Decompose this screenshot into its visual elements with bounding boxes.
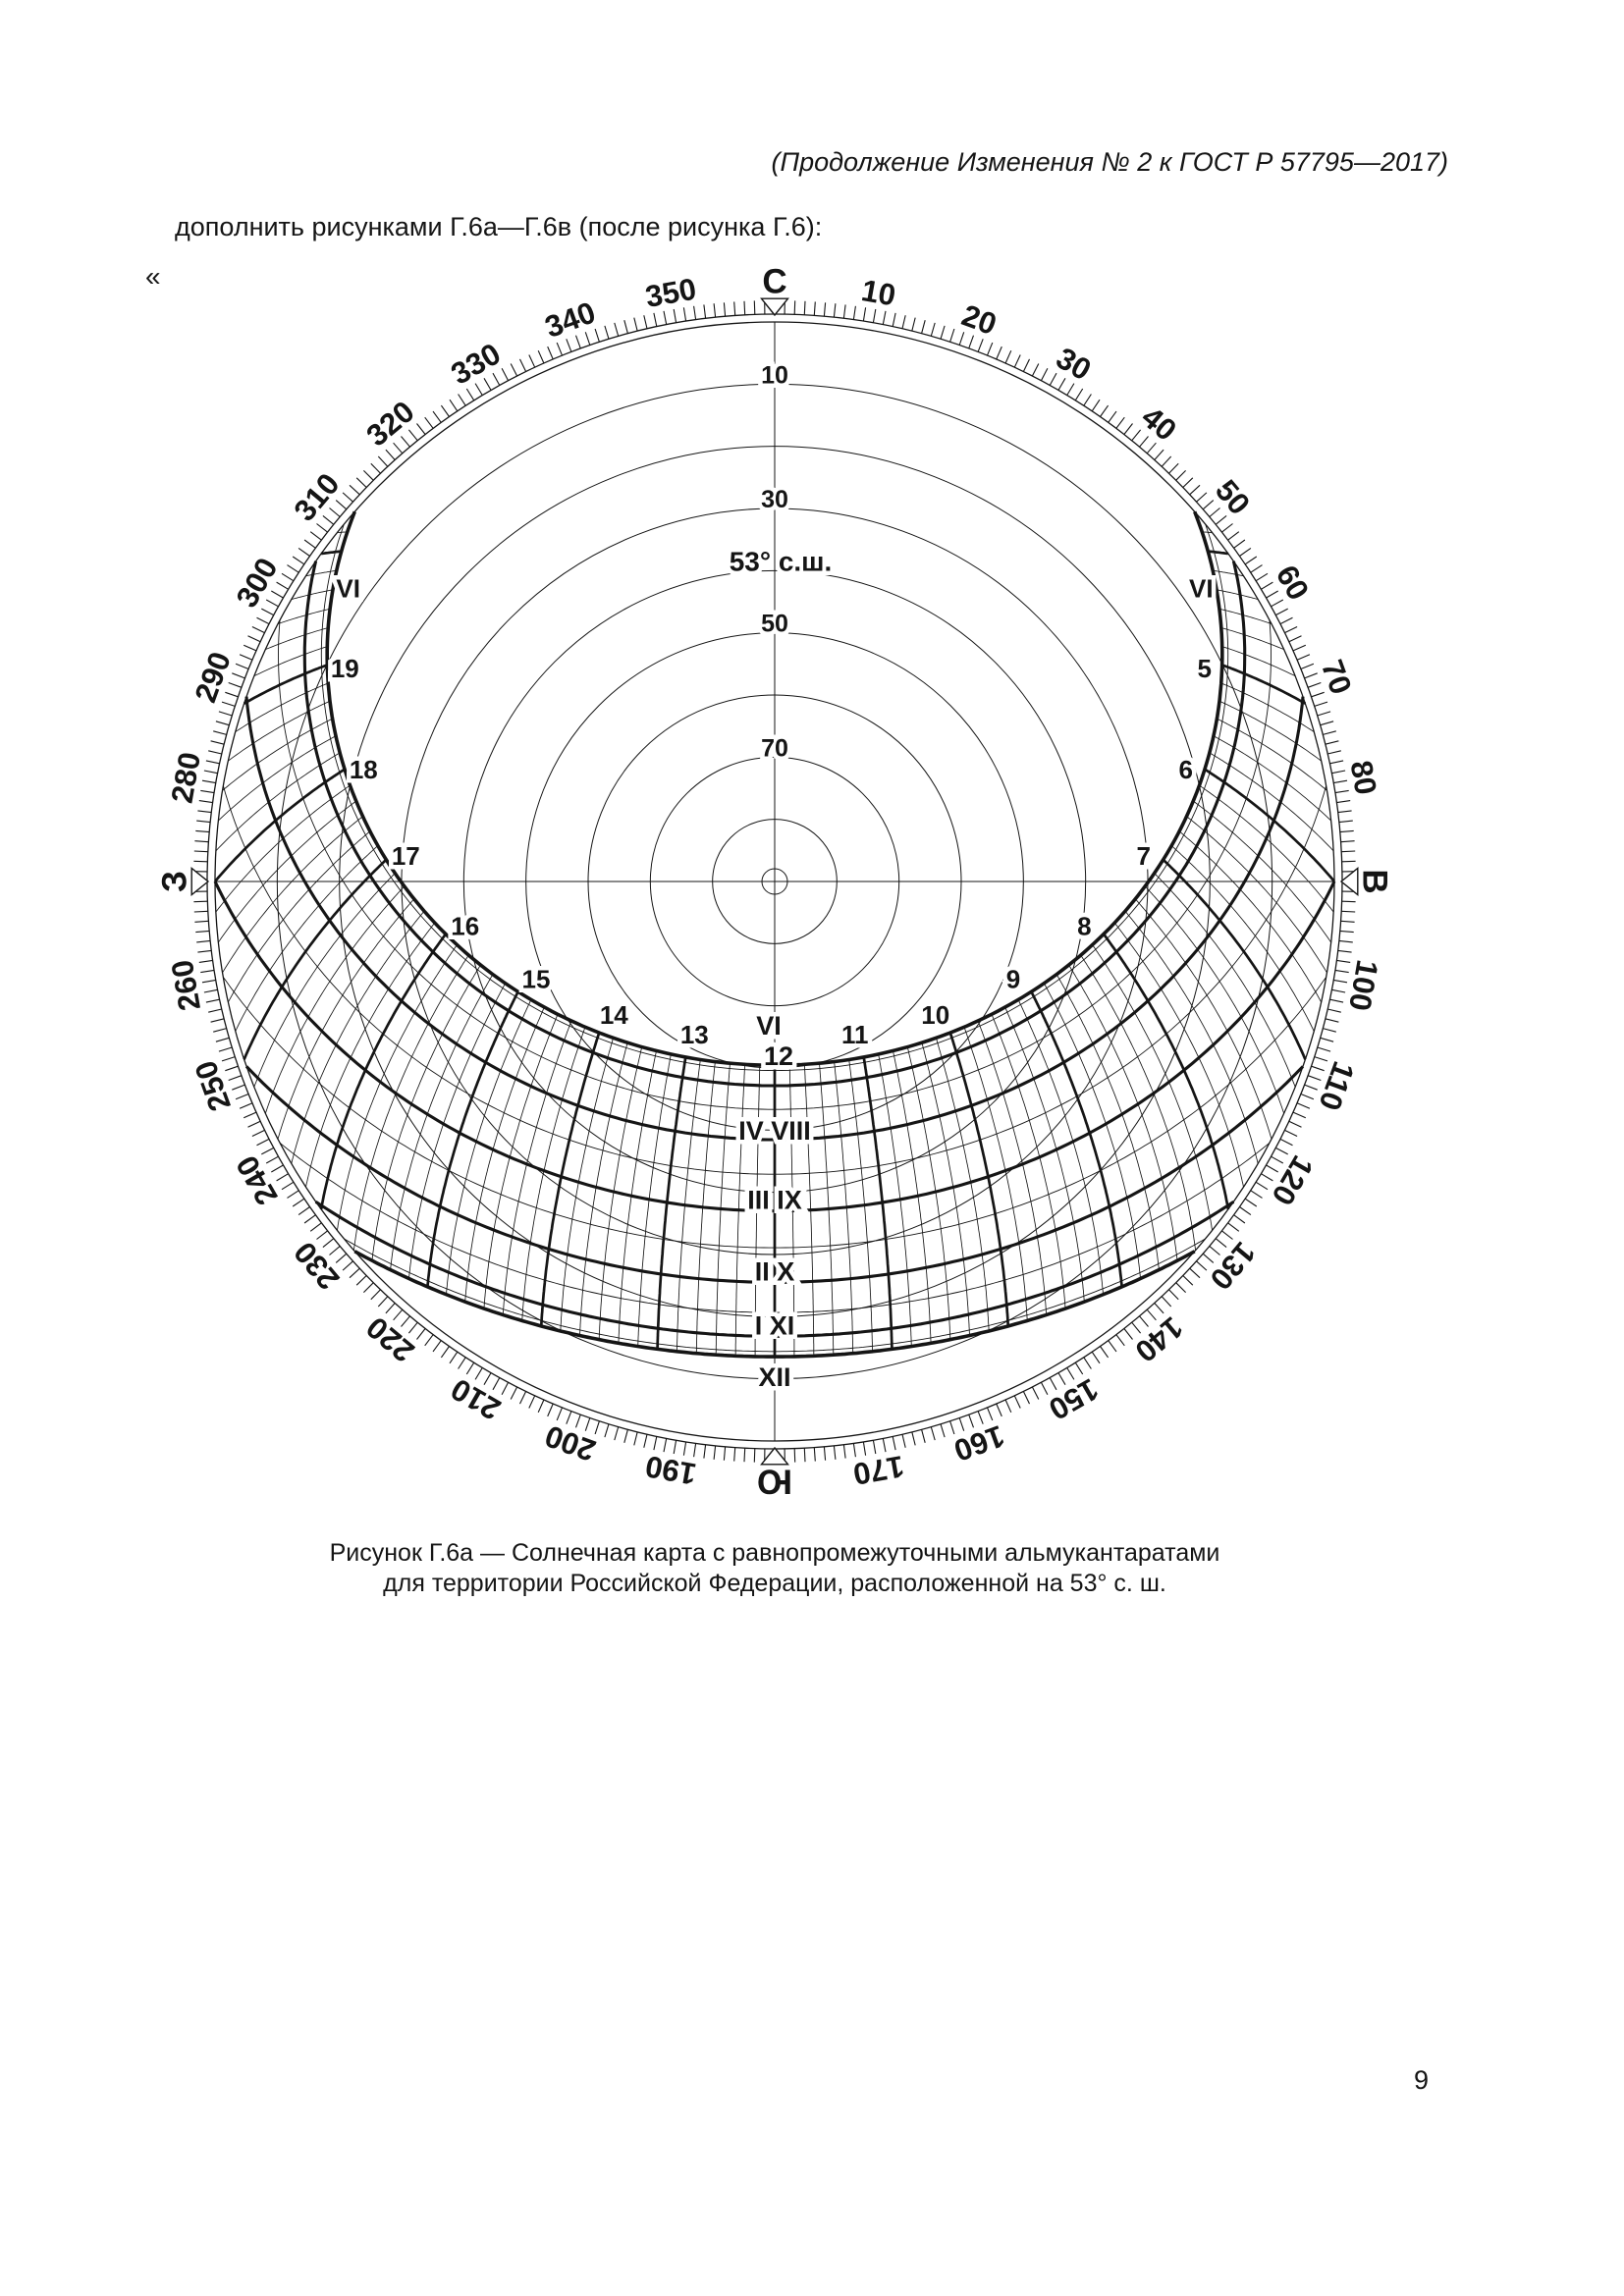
- hour-labels: [331, 654, 1212, 1049]
- svg-text:100: 100: [1341, 957, 1385, 1014]
- opening-quote-mark: «: [145, 261, 161, 292]
- svg-text:16: 16: [451, 911, 480, 941]
- svg-text:8: 8: [1077, 911, 1092, 941]
- svg-text:50: 50: [1209, 473, 1257, 521]
- figure-caption: [98, 1538, 1451, 1599]
- svg-text:7: 7: [1136, 840, 1151, 871]
- svg-text:В: В: [1355, 869, 1394, 894]
- svg-text:300: 300: [229, 552, 285, 614]
- svg-text:210: 210: [445, 1371, 507, 1427]
- svg-text:С: С: [762, 262, 787, 301]
- svg-text:12: 12: [763, 1041, 794, 1072]
- svg-text:250: 250: [188, 1056, 238, 1116]
- svg-text:50: 50: [761, 610, 788, 638]
- svg-text:10: 10: [858, 273, 898, 313]
- svg-text:220: 220: [359, 1309, 421, 1369]
- svg-text:200: 200: [540, 1418, 600, 1468]
- svg-text:280: 280: [164, 749, 208, 806]
- svg-text:110: 110: [1312, 1056, 1362, 1115]
- svg-text:20: 20: [957, 297, 1001, 343]
- svg-text:10: 10: [921, 1000, 950, 1030]
- svg-text:III IX: III IX: [747, 1185, 802, 1215]
- header-continuation-note: (Продолжение Изменения № 2 к ГОСТ Р 57795—2017): [771, 147, 1448, 177]
- latitude-label: [730, 547, 833, 577]
- svg-text:15: 15: [521, 964, 551, 994]
- svg-text:13: 13: [679, 1020, 709, 1050]
- svg-text:260: 260: [164, 957, 208, 1014]
- figure-caption-line2: для территории Российской Федерации, расположенной на 53° с. ш.: [383, 1570, 1166, 1597]
- svg-text:340: 340: [540, 294, 600, 345]
- svg-text:9: 9: [1005, 964, 1021, 994]
- svg-text:70: 70: [1314, 655, 1359, 699]
- svg-text:5: 5: [1197, 654, 1212, 684]
- svg-text:60: 60: [1269, 559, 1317, 607]
- svg-text:30: 30: [1050, 340, 1098, 388]
- svg-text:19: 19: [330, 654, 359, 684]
- svg-text:140: 140: [1128, 1309, 1190, 1369]
- svg-text:70: 70: [761, 734, 788, 763]
- svg-text:VI: VI: [756, 1011, 782, 1041]
- svg-text:11: 11: [840, 1020, 869, 1050]
- svg-text:330: 330: [445, 336, 507, 392]
- svg-text:40: 40: [1135, 400, 1183, 448]
- svg-text:190: 190: [642, 1448, 699, 1492]
- svg-text:IV VIII: IV VIII: [738, 1116, 811, 1146]
- svg-text:290: 290: [188, 647, 238, 707]
- figure-caption-line1: Рисунок Г.6а — Солнечная карта с равнопромежуточными альмукантаратами: [329, 1539, 1220, 1567]
- svg-text:II X: II X: [754, 1256, 795, 1287]
- page-number: 9: [1414, 2065, 1430, 2095]
- svg-text:18: 18: [349, 754, 378, 784]
- svg-text:Ю: Ю: [756, 1462, 793, 1501]
- svg-text:240: 240: [229, 1149, 285, 1211]
- svg-text:170: 170: [850, 1448, 907, 1492]
- svg-text:З: З: [155, 871, 194, 892]
- svg-text:80: 80: [1343, 758, 1383, 798]
- amendment-instruction-text: дополнить рисунками Г.6а—Г.6в (после рисунка Г.6):: [175, 212, 823, 241]
- svg-text:150: 150: [1043, 1371, 1105, 1427]
- svg-text:30: 30: [761, 486, 788, 513]
- svg-text:310: 310: [287, 466, 347, 528]
- svg-text:17: 17: [391, 840, 420, 871]
- svg-text:XII: XII: [758, 1362, 791, 1393]
- svg-text:130: 130: [1203, 1235, 1263, 1297]
- svg-text:I XI: I XI: [754, 1310, 795, 1341]
- svg-text:320: 320: [359, 394, 421, 454]
- svg-text:350: 350: [642, 271, 699, 315]
- svg-text:120: 120: [1265, 1149, 1321, 1211]
- svg-text:6: 6: [1178, 754, 1193, 784]
- svg-text:230: 230: [287, 1235, 347, 1297]
- svg-text:160: 160: [949, 1418, 1009, 1468]
- svg-text:14: 14: [599, 1000, 628, 1030]
- svg-text:10: 10: [761, 361, 788, 390]
- svg-text:VI: VI: [1189, 573, 1214, 604]
- svg-text:VI: VI: [336, 573, 360, 604]
- svg-text:53° с.ш.: 53° с.ш.: [729, 546, 833, 577]
